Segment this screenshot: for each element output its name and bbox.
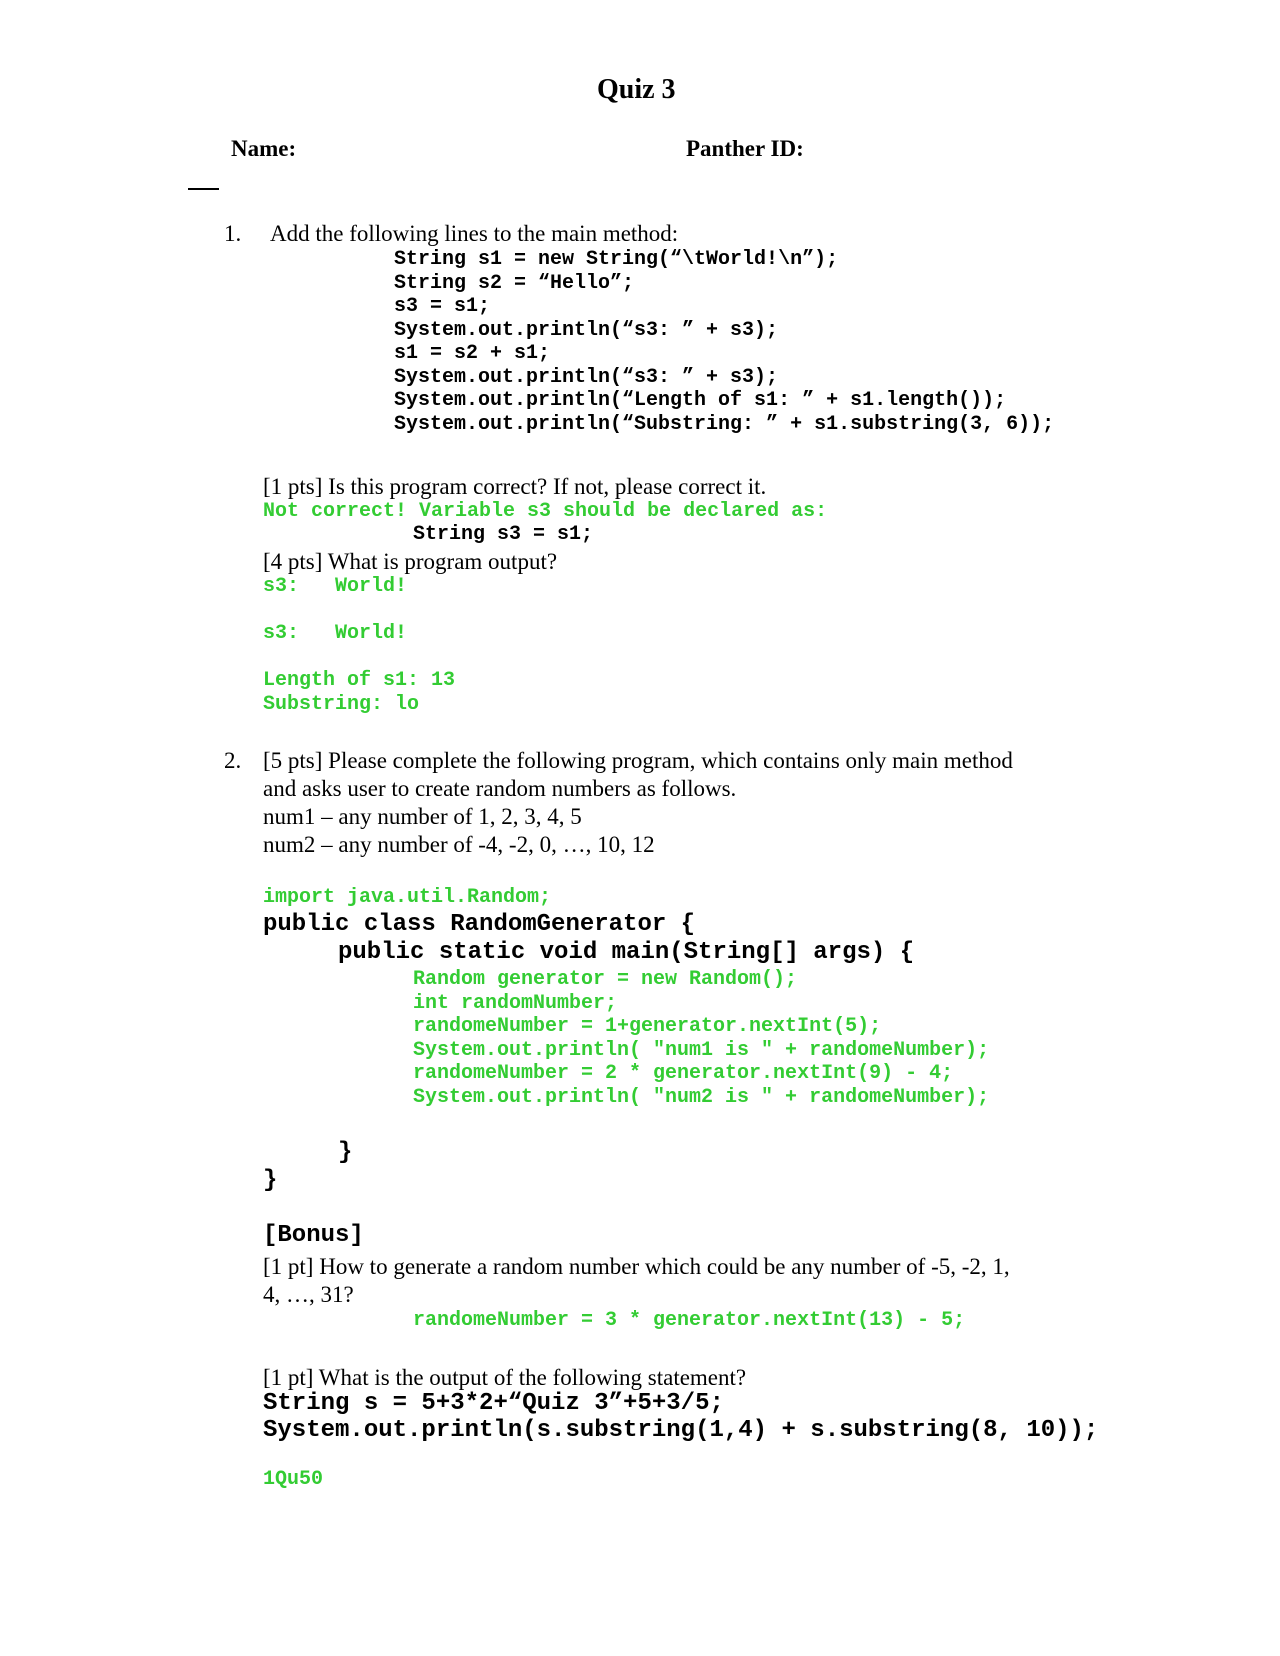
q1-part-a: [1 pts] Is this program correct? If not, please correct it. (263, 474, 767, 499)
q2-prompt-line: num2 – any number of -4, -2, 0, …, 10, 12 (263, 832, 655, 857)
q2-prompt-line: num1 – any number of 1, 2, 3, 4, 5 (263, 804, 582, 829)
code-line: String s1 = new String(“\tWorld!\n”); (394, 248, 839, 271)
bonus-q1-answer: randomeNumber = 3 * generator.nextInt(13) - 5; (413, 1309, 966, 1332)
bonus-heading: [Bonus] (263, 1222, 364, 1249)
q2-prompt-line: [5 pts] Please complete the following program, which contains only main method (263, 748, 1013, 773)
q1-answer-a-code: String s3 = s1; (413, 523, 594, 546)
code-line: s3 = s1; (394, 295, 491, 318)
panther-id-label: Panther ID: (686, 136, 804, 161)
code-line: System.out.println(“s3: ” + s3); (394, 365, 779, 389)
q1-number: 1. (224, 221, 242, 246)
code-line: System.out.println(“Substring: ” + s1.substring(3, 6)); (394, 412, 1055, 436)
bonus-q2-code: System.out.println(s.substring(1,4) + s.substring(8, 10)); (263, 1417, 1099, 1444)
q1-prompt: Add the following lines to the main method: (270, 221, 679, 246)
q2-import-line: import java.util.Random; (263, 886, 552, 909)
q1-output-line: s3: World! (263, 575, 408, 598)
name-label: Name: (231, 136, 297, 161)
q2-close-inner: } (338, 1139, 353, 1166)
code-line: randomeNumber = 1+generator.nextInt(5); (413, 1015, 882, 1038)
code-line: String s2 = “Hello”; (394, 271, 635, 295)
name-underline (188, 188, 219, 190)
code-line: int randomNumber; (413, 991, 618, 1015)
code-line: System.out.println( "num2 is " + randomeNumber); (413, 1085, 990, 1109)
code-line: Random generator = new Random(); (413, 968, 798, 991)
bonus-q2-code: String s = 5+3*2+“Quiz 3”+5+3/5; (263, 1390, 724, 1417)
q2-close-outer: } (263, 1167, 278, 1194)
q1-part-b: [4 pts] What is program output? (263, 549, 558, 574)
q2-main-line: public static void main(String[] args) { (338, 939, 915, 966)
q2-prompt-line: and asks user to create random numbers as follows. (263, 776, 737, 801)
code-line: System.out.println(“Length of s1: ” + s1.length()); (394, 389, 1007, 412)
q1-output-line: Substring: lo (263, 692, 420, 716)
code-line: s1 = s2 + s1; (394, 342, 551, 365)
page-title: Quiz 3 (597, 74, 676, 105)
bonus-q2-answer: 1Qu50 (263, 1468, 324, 1491)
q1-output-line: Length of s1: 13 (263, 669, 456, 692)
q2-number: 2. (224, 748, 242, 773)
bonus-q1-text: 4, …, 31? (263, 1282, 354, 1307)
code-line: randomeNumber = 2 * generator.nextInt(9) - 4; (413, 1062, 954, 1085)
q1-answer-a-line: Not correct! Variable s3 should be declared as: (263, 500, 828, 523)
code-line: System.out.println( "num1 is " + randomeNumber); (413, 1038, 990, 1062)
q1-output-line: s3: World! (263, 622, 408, 645)
bonus-q2-text: [1 pt] What is the output of the following statement? (263, 1365, 747, 1390)
code-line: System.out.println(“s3: ” + s3); (394, 318, 779, 342)
bonus-q1-text: [1 pt] How to generate a random number which could be any number of -5, -2, 1, (263, 1254, 1010, 1279)
q2-class-line: public class RandomGenerator { (263, 911, 696, 938)
